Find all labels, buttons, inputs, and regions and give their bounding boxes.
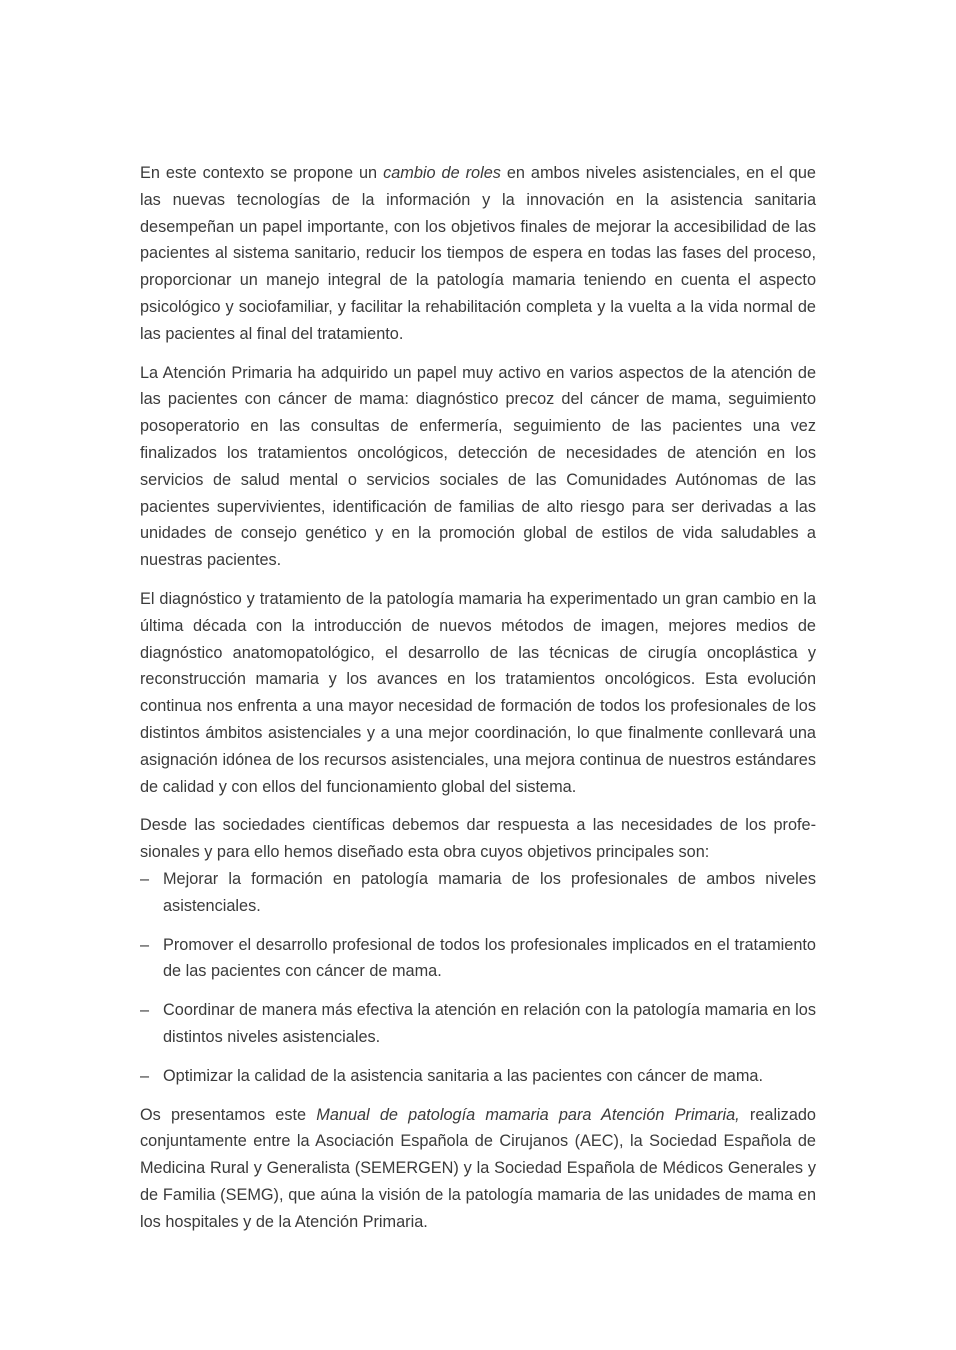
list-item-text: Mejorar la formación en patología mamaria de los profesionales de ambos niveles asistenciales. — [163, 869, 816, 915]
list-item — [140, 932, 816, 986]
paragraph-cambio-de-roles — [140, 160, 816, 348]
paragraph-manual — [140, 1102, 816, 1236]
paragraph-text: en ambos niveles asistenciales, en el que las nuevas tecnologías de la información y la innovación en la asistencia sanitaria desempeñan un papel importante, con los objetivos finales de mejorar la accesibilidad de las pacientes al sistema sanitario, reducir los tiempos de espera en todas las fases del proceso, proporcionar un manejo integral de la patología mamaria teniendo en cuenta el aspecto psicológico y sociofamiliar, y facilitar la rehabilitación completa y la vuelta a la vida normal de las pacientes al final del tratamiento. — [140, 164, 816, 343]
dash-bullet: – — [140, 1001, 150, 1020]
body-text — [140, 160, 816, 1235]
paragraph-text: Os presentamos este — [140, 1105, 317, 1124]
list-item — [140, 866, 816, 920]
objectives-list — [140, 866, 816, 1090]
paragraph-sociedades: Desde las sociedades científicas debemos dar respuesta a las necesidades de los profesionales y para ello hemos diseñado esta obra cuyos objetivos principales son: — [140, 816, 816, 862]
dash-bullet: – — [140, 935, 150, 954]
emphasis-text: cambio de roles — [383, 164, 501, 182]
list-item — [140, 997, 816, 1051]
dash-bullet: – — [140, 1066, 150, 1085]
manual-title: Manual de patología mamaria para Atención Primaria, — [316, 1105, 740, 1124]
list-item-text: Coordinar de manera más efectiva la atención en relación con la patología mamaria en los distintos niveles asistenciales. — [163, 1001, 816, 1046]
list-item-text: Optimizar la calidad de la asistencia sanitaria a las pacientes con cáncer de mama. — [163, 1066, 763, 1085]
dash-bullet: – — [140, 869, 150, 888]
list-item-text: Promover el desarrollo profesional de todos los profesionales implicados en el tratamiento de las pacientes con cáncer de mama. — [163, 935, 816, 981]
paragraph-text: En este contexto se propone un — [140, 164, 384, 182]
paragraph-diagnostico: El diagnóstico y tratamiento de la patología mamaria ha experimentado un gran cambio en la última década con la introducción de nuevos métodos de imagen, mejores medios de diagnóstico anatomopatológico, el desarrollo de las técnicas de cirugía oncoplástica y reconstrucción mamaria y los avances en los tratamientos oncológicos. Esta evolución continua nos enfrenta a una mayor necesidad de formación de todos los profesionales de los distintos ámbitos asistenciales y a una mejor coordinación, lo que finalmente conllevará una asignación idónea de los recursos asistenciales, una mejora continua de nuestros estándares de calidad y con ellos del funcionamiento global del sistema. — [140, 589, 816, 796]
paragraph-atencion-primaria: La Atención Primaria ha adquirido un papel muy activo en varios aspectos de la atención de las pacientes con cáncer de mama: diagnóstico precoz del cáncer de mama, seguimiento posoperatorio en las consultas de enfermería, seguimiento de las pacientes una vez finalizados los tratamientos oncológicos, detección de necesidades de atención en los servicios de salud mental o servicios sociales de las Comunidades Autónomas de las pacientes supervivientes, identificación de familias de alto riesgo para ser derivadas a las unidades de consejo genético y en la promoción global de estilos de vida saludables a nuestras pacientes. — [140, 363, 816, 570]
paragraph-text: realizado conjuntamente entre la Asociación Española de Cirujanos (AEC), la Sociedad Española de Medicina Rural y Generalista (SEMERGEN) y la Sociedad Española de Médicos Generales y de Familia (SEMG), que aúna la visión de la patología mamaria de las unidades de mama en los hospitales y de la Atención Primaria. — [140, 1105, 816, 1231]
list-item — [140, 1063, 816, 1090]
